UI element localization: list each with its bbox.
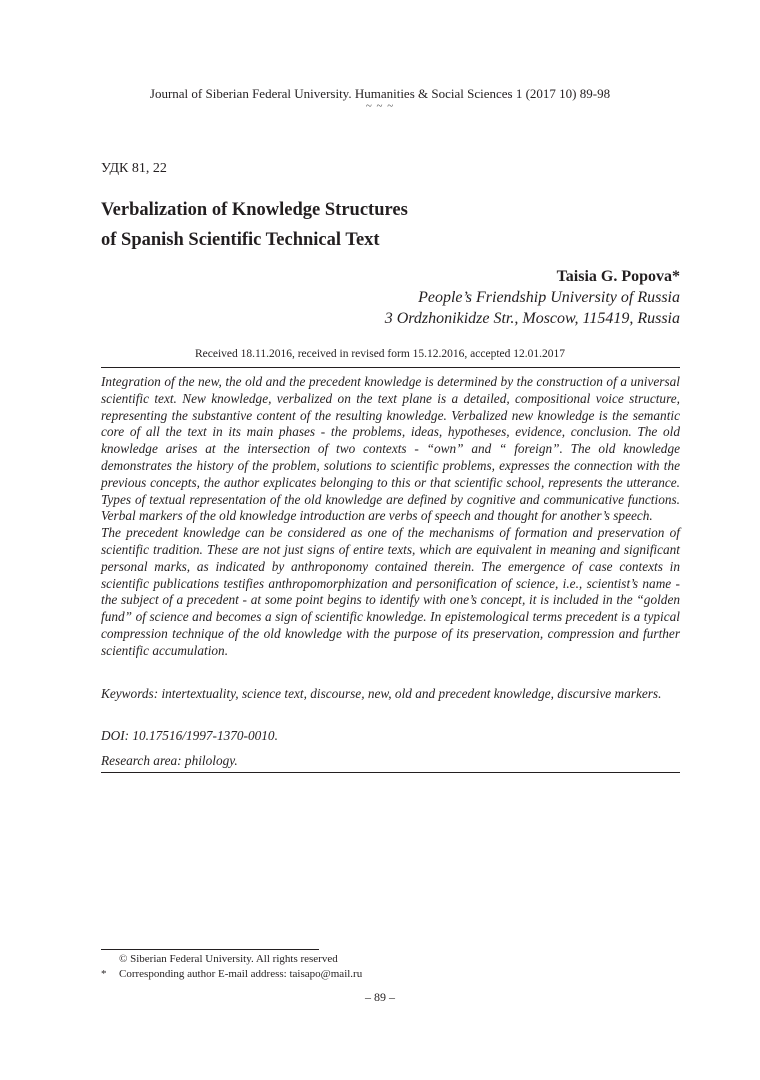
author-name: Taisia G. Popova* [556,268,680,285]
research-area: Research area: philology. [101,753,238,768]
footnote-marker: * [101,968,107,980]
footnote-corresponding-text: Corresponding author E-mail address: taisapo@mail.ru [119,968,363,980]
footnote-copyright: © Siberian Federal University. All rights reserved [119,953,338,965]
title-line-1: Verbalization of Knowledge Structures [101,200,408,220]
abstract-top-rule [101,367,680,368]
title-line-2: of Spanish Scientific Technical Text [101,230,380,250]
abstract-paragraph-2: The precedent knowledge can be considered as one of the mechanisms of formation and preservation of scientific tradition. These are not just signs of entire texts, which are equivalent in meaning and significant personal marks, as indicated by anthroponomy contained therein. The emergence of case contexts in scientific publications testifies anthropomorphization and personification of science, i.e., scientist’s name - the subject of a precedent - at some point begins to identify with one’s concept, it is included in the “golden fund” of science and becomes a sign of scientific knowledge. In epistemological terms precedent is a typical compression technique of the old knowledge with the purpose of its preservation, compression and further scientific accumulation. [101,525,680,658]
article-title [101,195,408,255]
abstract [101,374,680,660]
footnote-rule [101,949,319,950]
author-address: 3 Ordzhonikidze Str., Moscow, 115419, Russia [384,310,680,327]
abstract-paragraph-1: Integration of the new, the old and the precedent knowledge is determined by the construction of a universal scientific text. New knowledge, verbalized on the text plane is a detailed, compositional voice structure, representing the substantive content of the resulting knowledge. Verbalized new knowledge is the semantic core of all the text in its main phases - the problems, ideas, hypotheses, evidence, conclusion. The old knowledge arises at the intersection of two contexts - “own” and “ foreign”. The old knowledge demonstrates the history of the problem, solutions to scientific problems, expresses the connection with the previous concepts, the author explicates belonging to this or that scientific school, represents the utterance. Types of textual representation of the old knowledge are defined by cognitive and communicative functions. Verbal markers of the old knowledge introduction are verbs of speech and thought for another’s speech. [101,374,680,524]
page-number: – 89 – [365,990,395,1004]
abstract-bottom-rule [101,772,680,773]
author-block [385,266,680,329]
keywords: Keywords: intertextuality, science text, discourse, new, old and precedent knowledge, discursive markers. [101,686,662,701]
received-dates: Received 18.11.2016, received in revised form 15.12.2016, accepted 12.01.2017 [194,348,566,360]
journal-header: Journal of Siberian Federal University. Humanities & Social Sciences 1 (2017 10) 89-98 [149,86,611,101]
header-separator: ~ ~ ~ [365,100,395,112]
udk-code: УДК 81, 22 [101,161,167,176]
footnote-corresponding [101,968,362,980]
author-affiliation: People’s Friendship University of Russia [418,289,680,306]
doi: DOI: 10.17516/1997-1370-0010. [101,728,278,743]
